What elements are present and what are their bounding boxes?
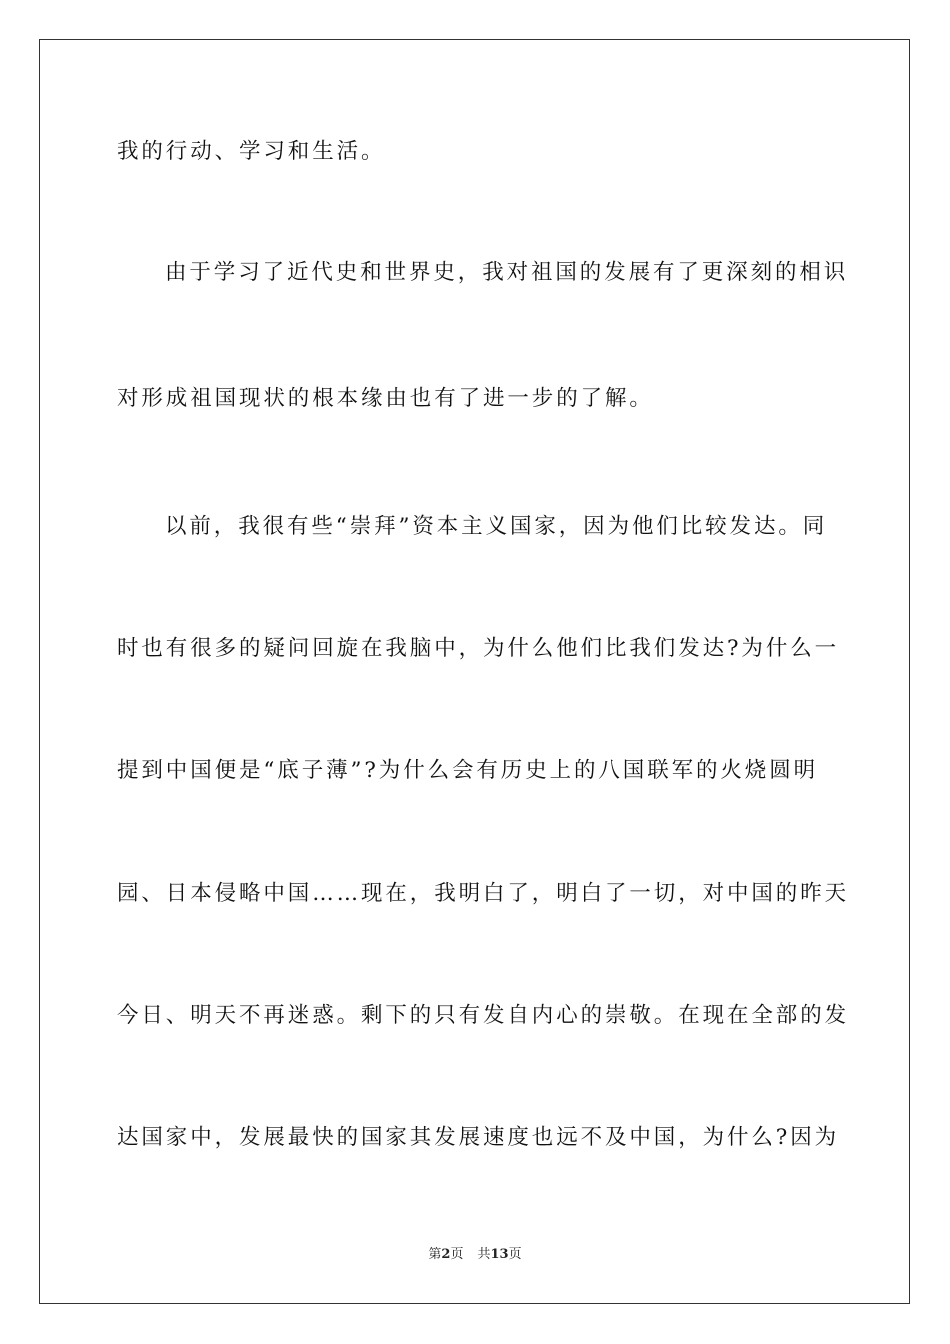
footer-total-prefix: 共 bbox=[477, 1247, 491, 1262]
text-line-6: 提到中国便是“底子薄”?为什么会有历史上的八国联军的火烧圆明 bbox=[117, 758, 819, 783]
text-line-9: 达国家中，发展最快的国家其发展速度也远不及中国，为什么?因为 bbox=[117, 1125, 840, 1150]
text-line-2: 由于学习了近代史和世界史，我对祖国的发展有了更深刻的相识 bbox=[165, 260, 849, 285]
footer-page-prefix: 第 bbox=[428, 1247, 442, 1262]
page-frame bbox=[39, 39, 910, 1304]
footer-page-suffix: 页 bbox=[450, 1247, 464, 1262]
text-line-8: 今日、明天不再迷惑。剩下的只有发自内心的崇敬。在现在全部的发 bbox=[117, 1003, 850, 1028]
footer-total-pages: 13 bbox=[490, 1247, 509, 1262]
text-line-4: 以前，我很有些“崇拜”资本主义国家，因为他们比较发达。同 bbox=[165, 514, 828, 539]
footer-total-suffix: 页 bbox=[508, 1247, 522, 1262]
text-line-5: 时也有很多的疑问回旋在我脑中，为什么他们比我们发达?为什么一 bbox=[117, 636, 840, 661]
footer-page-number: 2 bbox=[441, 1247, 451, 1262]
text-line-7: 园、日本侵略中国……现在，我明白了，明白了一切，对中国的昨天 bbox=[117, 881, 850, 906]
page-footer bbox=[0, 1246, 950, 1264]
text-line-1: 我的行动、学习和生活。 bbox=[117, 139, 386, 164]
text-line-3: 对形成祖国现状的根本缘由也有了进一步的了解。 bbox=[117, 386, 654, 411]
